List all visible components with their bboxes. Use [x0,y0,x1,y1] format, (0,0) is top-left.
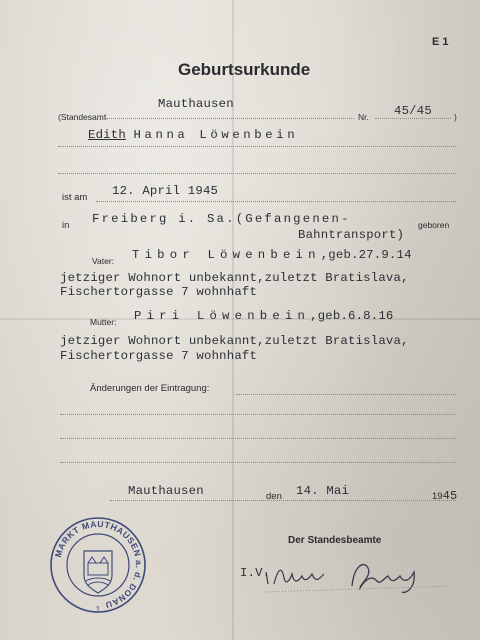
form-code: E 1 [432,36,449,48]
birth-date: 12. April 1945 [112,184,219,198]
nr-label: Nr. [358,112,369,122]
mutter-birthdate: ,geb.6.8.16 [310,309,394,323]
nr-dotline [375,118,451,119]
iv-label: I.V. [240,566,271,580]
aenderungen-dotline-4 [60,462,456,463]
child-first-name: Edith [88,128,126,142]
standesamt-place: Mauthausen [158,97,234,111]
issue-place: Mauthausen [128,484,204,498]
mutter-line1 [134,309,394,323]
standesamt-dotline [106,118,354,119]
child-other-names: Hanna Löwenbein [133,128,299,142]
mutter-line3: Fischertorgasse 7 wohnhaft [60,349,258,363]
vater-line3: Fischertorgasse 7 wohnhaft [60,285,258,299]
birth-place-line1: Freiberg i. Sa.(Gefangenen- [92,212,351,226]
vater-line2: jetziger Wohnort unbekannt,zuletzt Bratislava, [60,271,409,285]
vater-birthdate: ,geb.27.9.14 [320,248,412,262]
aenderungen-dotline-1 [236,394,456,395]
standesamt-close: ) [454,112,457,122]
mutter-line2: jetziger Wohnort unbekannt,zuletzt Bratislava, [60,334,409,348]
name-dotline [58,146,456,147]
document-title: Geburtsurkunde [178,60,311,79]
vater-label: Vater: [92,256,115,266]
issue-date: 14. Mai [296,484,350,498]
geboren-label: geboren [418,220,450,230]
blank-dotline-1 [58,173,456,174]
mutter-name: Piri Löwenbein [134,309,311,323]
footer-dotline [110,500,456,501]
den-label: den [266,491,282,502]
in-label: in [62,220,70,231]
issue-year-prefix: 19 [432,491,443,502]
standesbeamte-title: Der Standesbeamte [288,535,382,546]
aenderungen-dotline-3 [60,438,456,439]
issue-year-suffix: 45 [442,489,458,503]
vater-name: Tibor Löwenbein [132,248,321,262]
vater-line1 [132,248,412,262]
birthdate-dotline [96,201,456,202]
standesamt-label: (Standesamt [58,112,107,122]
aenderungen-label: Änderungen der Eintragung: [90,383,210,394]
aenderungen-dotline-2 [60,414,456,415]
svg-text:1: 1 [95,605,101,614]
handwritten-signature [256,558,456,598]
official-seal [48,515,148,615]
birth-place-line2: Bahntransport) [298,228,405,242]
born-label: ist am [62,192,88,203]
mutter-label: Mutter: [90,317,117,327]
child-name [88,128,298,142]
nr-value: 45/45 [394,104,432,118]
svg-text:MARKT MAUTHAUSEN a. d. DONAU: MARKT MAUTHAUSEN a. d. DONAU [52,518,145,611]
